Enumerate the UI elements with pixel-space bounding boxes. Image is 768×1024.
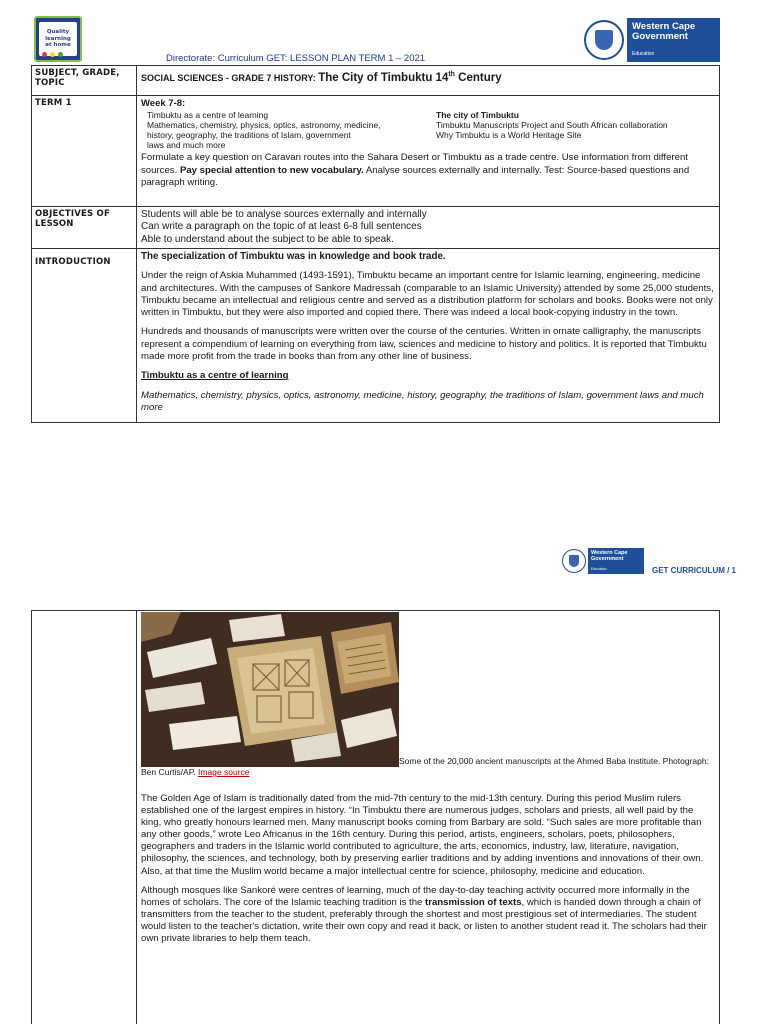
crest-icon [584, 20, 624, 60]
paragraph-bold: transmission of texts [425, 896, 522, 908]
page-footer: GET CURRICULUM / 1 [652, 566, 736, 575]
objective-item: Can write a paragraph on the topic of at least 6-8 full sentences [141, 221, 422, 233]
instructions-text: Formulate a key question on Caravan routes into the Sahara Desert or Timbuktu as a trade centre. Use information from different sources. [141, 152, 688, 176]
footer-wcg-line-1: Western Cape [591, 550, 628, 556]
lesson-plan-table-continued [31, 610, 720, 1024]
subject-row [32, 66, 720, 96]
manuscripts-photo [141, 612, 399, 767]
continued-row [32, 611, 720, 1024]
manuscripts-photo-graphic [141, 612, 399, 767]
introduction-content [137, 249, 720, 423]
subject-title: The City of Timbuktu 14 [318, 71, 449, 84]
logo-line-2: learning [45, 35, 71, 42]
intro-italic-list: Mathematics, chemistry, physics, optics, astronomy, medicine, history, geography, the traditions of Islam, government laws and much more [141, 389, 704, 413]
western-cape-government-logo [582, 18, 720, 62]
topic-heading: The city of Timbuktu [436, 110, 519, 121]
term-instructions [141, 152, 715, 189]
page2-paragraph-1: The Golden Age of Islam is traditionally dated from the mid-7th century to the mid-13th century. During this period Muslim rulers established one of the largest empires in history. “In Timbuktu there are numerous judges, scholars and priests, all well paid by the king, who greatly honours learned men. Many manuscript books coming from Barbary are sold. “Such sales are more profitable than any other goods,” wrote Leo Africanus in the 16th century. During this period, artists, engineers, scholars, poets, philosophers, geographers and traders in the Islamic world contributed to agriculture, the arts, economics, industry, law, literature, navigation, philosophy, the sciences, and technology, both by preserving earlier traditions and by adding inventions and innovations of their own. Also, at that time the Muslim world became a major intellectual centre for science, philosophy, medicine and education. [141, 793, 704, 877]
week-topics-right [436, 110, 715, 150]
subject-content [137, 66, 720, 96]
paragraph-text: Although mosques like Sankoré were centres of learning, much of the day-to-day teaching activity occurred more informally in the homes of scholars. The core of the Islamic teaching tradition is the [141, 884, 690, 908]
subject-tail: Century [454, 71, 502, 84]
objectives-content [137, 207, 720, 249]
logo-line-1: Quality [46, 29, 70, 36]
intro-paragraph-2: Hundreds and thousands of manuscripts were written over the course of the centuries. Written in ornate calligraphy, the manuscripts represent a compendium of learning on everything from law, sciences and medicine to history and politics. It is reported that Timbuktu made more profit from the trade in books than from any other line of business. [141, 326, 707, 363]
intro-heading: The specialization of Timbuktu was in knowledge and book trade. [141, 251, 446, 262]
intro-subheading: Timbuktu as a centre of learning [141, 370, 289, 382]
quality-learning-logo [34, 16, 82, 62]
empty-label-cell [32, 611, 137, 1024]
subject-prefix: SOCIAL SCIENCES - GRADE 7 HISTORY: [141, 72, 319, 83]
term-label: TERM 1 [32, 96, 137, 207]
topic-line: Mathematics, chemistry, physics, optics, astronomy, medicine, [147, 120, 381, 131]
instructions-text: Analyse sources externally and internally. Test: Source-based questions and paragraph writing. [141, 164, 690, 188]
directorate-header: Directorate: Curriculum GET: LESSON PLAN TERM 1 – 2021 [166, 53, 426, 64]
objectives-row [32, 207, 720, 249]
introduction-label: INTRODUCTION [32, 249, 137, 423]
page2-paragraph-2 [141, 885, 715, 945]
week-topics-left [141, 110, 436, 150]
lesson-plan-table [31, 65, 720, 423]
photo-caption: Some of the 20,000 ancient manuscripts at the Ahmed Baba Institute. Photograph: Ben Curtis/AP. [141, 756, 709, 777]
footer-wcg-dept: Education [591, 567, 607, 571]
instructions-bold: Pay special attention to new vocabulary. [179, 164, 364, 176]
logo-line-3: at home [45, 42, 71, 49]
topic-line: Timbuktu as a centre of learning [147, 110, 269, 121]
footer-wcg-logo [562, 548, 644, 574]
crest-icon [562, 549, 586, 573]
subject-sup: th [448, 71, 455, 78]
term-row [32, 96, 720, 207]
introduction-row [32, 249, 720, 423]
wcg-dept: Education [632, 51, 655, 57]
topic-line: Why Timbuktu is a World Heritage Site [436, 130, 582, 141]
wcg-line-2: Government [632, 31, 688, 42]
objective-item: Students will able be to analyse sources externally and internally [141, 209, 427, 220]
continued-content [137, 611, 720, 1024]
objectives-label: OBJECTIVES OF LESSON [32, 207, 137, 249]
subject-label: SUBJECT, GRADE, TOPIC [32, 66, 137, 96]
image-with-caption [141, 612, 715, 778]
topic-line: laws and much more [147, 140, 226, 151]
image-source-link[interactable]: Image source [198, 767, 250, 777]
footer-wcg-line-2: Government [591, 556, 624, 562]
wcg-line-1: Western Cape [632, 21, 696, 32]
topic-line: history, geography, the traditions of Islam, government [147, 130, 351, 141]
intro-paragraph-1: Under the reign of Askia Muhammed (1493-1591), Timbuktu became an important centre for Islamic learning, engineering, medicine and architectures. With the campuses of Sankore Madressah (comparable to an Islamic University) attended by some 25,000 students, Timbuktu became an intellectual and religious centre and served as a distribution platform for scholars and books. Books were not only written in Timbuktu, but they were also imported and copied there. There was indeed a local book-copying industry in the town. [141, 270, 714, 319]
topic-line: Timbuktu Manuscripts Project and South African collaboration [436, 120, 668, 131]
objective-item: Able to understand about the subject to be able to speak. [141, 233, 394, 245]
paragraph-text: , which is handed down through a chain of transmitters from the teacher to the student, preferably through the shortest and most prestigious set of intermediaries. The student would listen to the teacher's dictation, write their own copy and read it back, or listen to another student read it. The scholars had their own private libraries to help them teach. [141, 896, 707, 945]
week-heading: Week 7-8: [141, 98, 186, 109]
term-content [137, 96, 720, 207]
